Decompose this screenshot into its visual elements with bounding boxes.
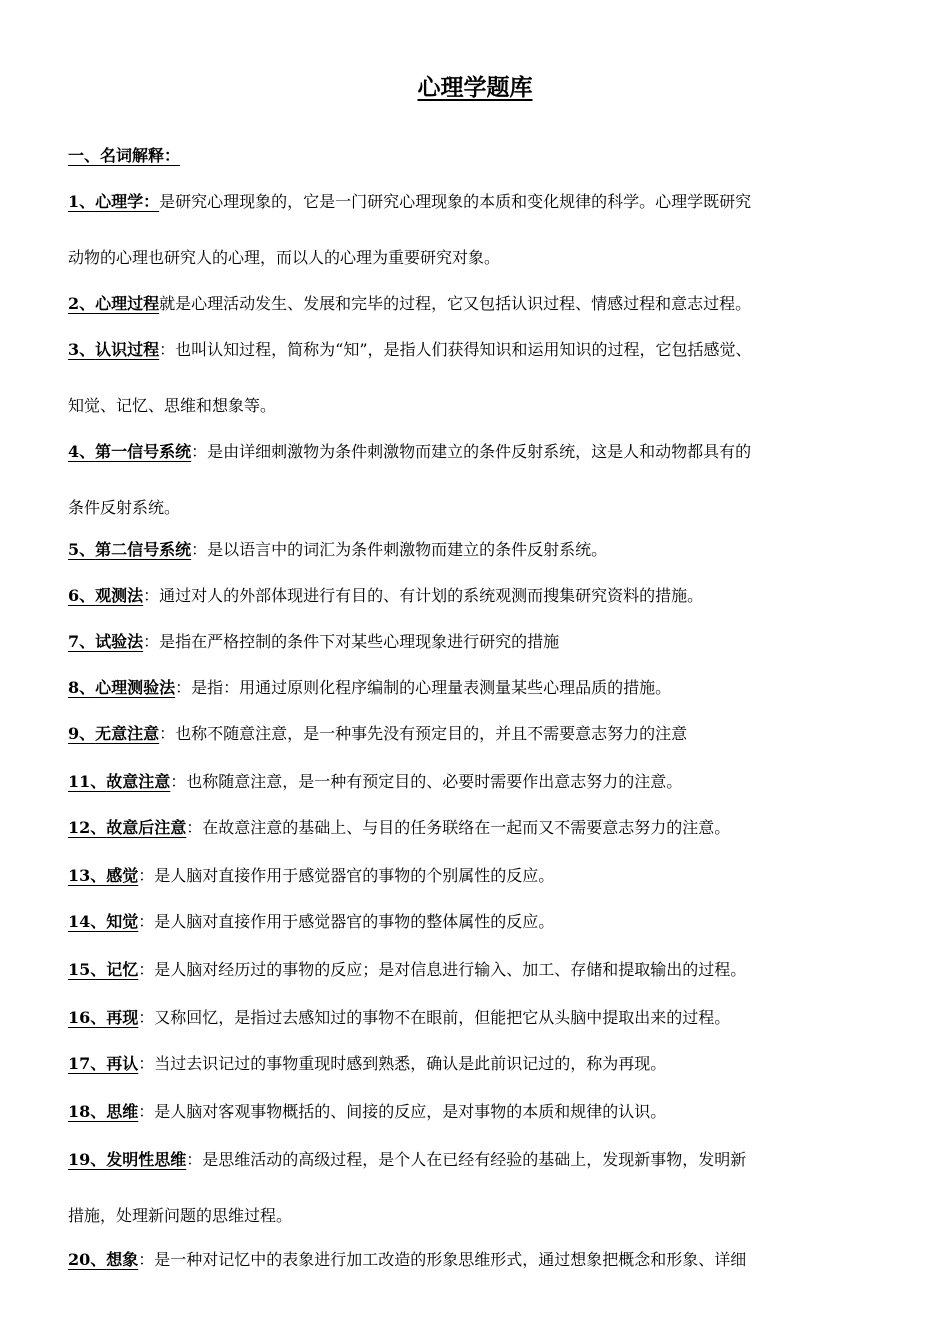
entry-term: 发明性思维 [106, 1150, 187, 1169]
entry-line [68, 1098, 898, 1126]
entry-line [68, 1050, 898, 1078]
entry-line [68, 1202, 898, 1230]
entry-term: 心理学： [95, 192, 160, 211]
entry-term: 观测法 [95, 586, 144, 605]
entry-number: 7、 [68, 632, 96, 651]
entry-definition-text: ：也叫认知过程，简称为“知”，是指人们获得知识和运用知识的过程，它包括感觉、 [159, 340, 752, 359]
definition-entry [68, 1246, 898, 1274]
entry-definition-text: ：也称随意注意，是一种有预定目的、必要时需要作出意志努力的注意。 [170, 772, 683, 791]
entry-term: 心理过程 [95, 294, 160, 313]
entry-line [68, 862, 898, 890]
entry-number: 18、 [68, 1102, 107, 1121]
entry-term: 记忆 [106, 960, 139, 979]
entry-line [68, 392, 898, 420]
definition-entry [68, 908, 898, 936]
entry-definition-text: 知觉、记忆、思维和想象等。 [68, 396, 277, 415]
entry-definition-text: 动物的心理也研究人的心理，而以人的心理为重要研究对象。 [68, 248, 501, 267]
entry-number: 3、 [68, 340, 96, 359]
entry-number: 20、 [68, 1250, 107, 1269]
entry-definition-text: ：是指在严格控制的条件下对某些心理现象进行研究的措施 [143, 632, 560, 651]
entry-term: 再认 [106, 1054, 139, 1073]
entry-definition-text: ：是由详细刺激物为条件刺激物而建立的条件反射系统，这是人和动物都具有的 [191, 442, 752, 461]
entry-number: 12、 [68, 818, 107, 837]
entry-definition-text: 是研究心理现象的，它是一门研究心理现象的本质和变化规律的科学。心理学既研究 [159, 192, 752, 211]
entry-definition-text: 就是心理活动发生、发展和完毕的过程，它又包括认识过程、情感过程和意志过程。 [159, 294, 752, 313]
entry-number: 2、 [68, 294, 96, 313]
entry-term: 无意注意 [95, 724, 160, 743]
entry-definition-text: ：是人脑对直接作用于感觉器官的事物的整体属性的反应。 [138, 912, 555, 931]
entry-number: 4、 [68, 442, 96, 461]
entry-term: 第二信号系统 [95, 540, 192, 559]
definition-entry [68, 862, 898, 890]
definition-entry [68, 290, 898, 318]
entry-definition-text: ：在故意注意的基础上、与目的任务联络在一起而又不需要意志努力的注意。 [186, 818, 731, 837]
definition-entry [68, 674, 898, 702]
entry-definition-text: ：是人脑对直接作用于感觉器官的事物的个别属性的反应。 [138, 866, 555, 885]
entry-line [68, 244, 898, 272]
entry-definition-text: ：是思维活动的高级过程，是个人在已经有经验的基础上，发现新事物，发明新 [186, 1150, 747, 1169]
entry-definition-text: ：是以语言中的词汇为条件刺激物而建立的条件反射系统。 [191, 540, 608, 559]
entry-line [68, 814, 898, 842]
entry-number: 6、 [68, 586, 96, 605]
entry-line [68, 336, 898, 364]
entry-number: 13、 [68, 866, 107, 885]
entry-number: 19、 [68, 1150, 107, 1169]
page-title: 心理学题库 [417, 75, 533, 101]
entry-definition-text: ：通过对人的外部体现进行有目的、有计划的系统观测而搜集研究资料的措施。 [143, 586, 704, 605]
entry-term: 想象 [106, 1250, 139, 1269]
entry-line [68, 188, 898, 216]
entry-definition-text: ：也称不随意注意，是一种事先没有预定目的，并且不需要意志努力的注意 [159, 724, 688, 743]
entry-definition-text: 条件反射系统。 [68, 498, 181, 517]
entry-number: 17、 [68, 1054, 107, 1073]
definition-entry [68, 582, 898, 610]
definition-entry [68, 536, 898, 564]
entry-line [68, 908, 898, 936]
entry-line [68, 674, 898, 702]
entry-definition-text: 措施，处理新问题的思维过程。 [68, 1206, 293, 1225]
entry-definition-text: ：当过去识记过的事物重现时感到熟悉，确认是此前识记过的，称为再现。 [138, 1054, 667, 1073]
entry-line [68, 494, 898, 522]
entry-definition-text: ：又称回忆，是指过去感知过的事物不在眼前，但能把它从头脑中提取出来的过程。 [138, 1008, 731, 1027]
definition-entry [68, 1098, 898, 1126]
entry-line [68, 1246, 898, 1274]
definition-entry [68, 1146, 898, 1230]
definition-entry [68, 438, 898, 522]
entry-line [68, 536, 898, 564]
definition-entry [68, 1004, 898, 1032]
entry-term: 感觉 [106, 866, 139, 885]
entry-definition-text: ：是人脑对客观事物概括的、间接的反应，是对事物的本质和规律的认识。 [138, 1102, 667, 1121]
entry-term: 认识过程 [95, 340, 160, 359]
entry-definition-text: ：是指：用通过原则化程序编制的心理量表测量某些心理品质的措施。 [175, 678, 672, 697]
entry-line [68, 582, 898, 610]
definition-entry [68, 628, 898, 656]
entry-term: 试验法 [95, 632, 144, 651]
entry-line [68, 1004, 898, 1032]
entry-line [68, 290, 898, 318]
entry-line [68, 438, 898, 466]
entry-number: 1、 [68, 192, 96, 211]
definition-entry [68, 720, 898, 748]
entry-definition-text: ：是一种对记忆中的表象进行加工改造的形象思维形式，通过想象把概念和形象、详细 [138, 1250, 747, 1269]
entry-term: 心理测验法 [95, 678, 176, 697]
entry-number: 5、 [68, 540, 96, 559]
entry-number: 11、 [68, 772, 107, 791]
entry-definition-text: ：是人脑对经历过的事物的反应；是对信息进行输入、加工、存储和提取输出的过程。 [138, 960, 747, 979]
entry-number: 8、 [68, 678, 96, 697]
section-heading: 一、名词解释： [68, 146, 181, 165]
definition-entry [68, 1050, 898, 1078]
entry-line [68, 956, 898, 984]
entry-number: 16、 [68, 1008, 107, 1027]
definition-entry [68, 336, 898, 420]
entry-term: 再现 [106, 1008, 139, 1027]
entry-term: 第一信号系统 [95, 442, 192, 461]
entry-line [68, 720, 898, 748]
entry-number: 15、 [68, 960, 107, 979]
entry-number: 9、 [68, 724, 96, 743]
entry-term: 故意后注意 [106, 818, 187, 837]
entry-line [68, 628, 898, 656]
entry-term: 思维 [106, 1102, 139, 1121]
entry-term: 知觉 [106, 912, 139, 931]
entry-term: 故意注意 [106, 772, 171, 791]
definition-entry [68, 956, 898, 984]
definition-entry [68, 768, 898, 796]
definition-entry [68, 814, 898, 842]
definition-entry [68, 188, 898, 272]
entry-line [68, 1146, 898, 1174]
entry-line [68, 768, 898, 796]
entry-number: 14、 [68, 912, 107, 931]
